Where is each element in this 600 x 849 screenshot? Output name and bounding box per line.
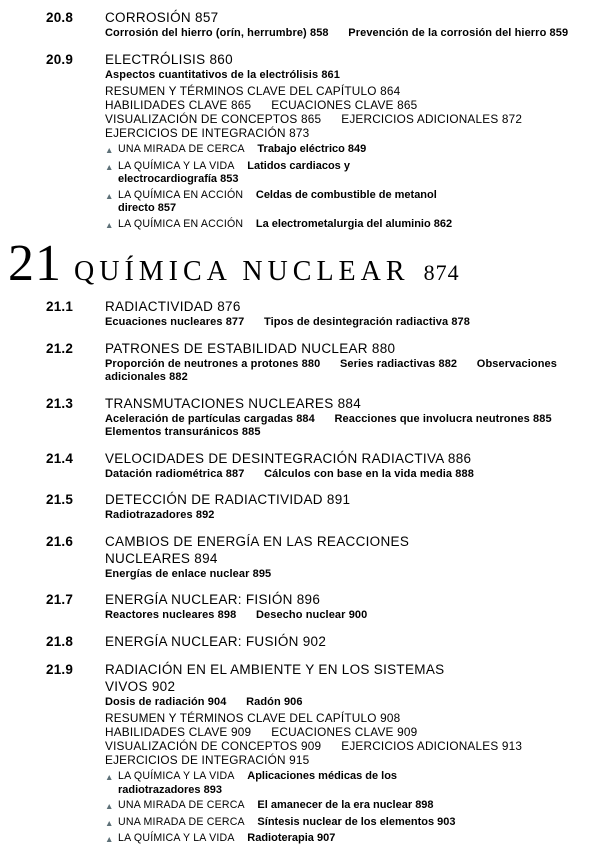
endmatter-page-number: 873 <box>289 126 310 140</box>
chapter-number: 21 <box>8 235 62 292</box>
subsection-title: Series radiactivas <box>339 357 436 370</box>
section-number: 20.8 <box>46 10 74 25</box>
feature-list <box>105 770 574 847</box>
feature-item <box>105 189 574 216</box>
subsection-page-number: 906 <box>283 695 303 708</box>
subsection-item <box>335 413 552 425</box>
feature-page-number: 903 <box>437 815 456 828</box>
subsection-title: Energías de enlace nuclear <box>105 567 250 580</box>
triangle-icon: ▲ <box>105 817 114 828</box>
feature-list <box>105 143 574 232</box>
section-body <box>105 533 574 582</box>
feature-page-number: 853 <box>220 173 239 185</box>
toc-section-entry <box>46 51 574 233</box>
feature-title: radiotrazadores <box>118 783 201 796</box>
chapter-title: QUÍMICA NUCLEAR <box>74 256 410 287</box>
feature-title: Síntesis nuclear de los elementos <box>257 815 435 828</box>
feature-title: Celdas de combustible de metanol <box>255 188 437 201</box>
section-body <box>105 340 574 385</box>
subsection-page-number: 900 <box>348 609 368 621</box>
section-body <box>105 51 574 233</box>
subsection-page-number: 884 <box>296 412 315 425</box>
endmatter-page-number: 908 <box>380 711 401 725</box>
subsection-item <box>246 696 303 708</box>
feature-item <box>105 160 574 187</box>
subsection-title: Reacciones que involucra neutrones <box>334 412 530 425</box>
section-title: PATRONES DE ESTABILIDAD NUCLEAR <box>105 340 368 356</box>
section-page-number: 857 <box>195 10 219 25</box>
endmatter-page-number: 865 <box>397 98 418 112</box>
toc-section-entry <box>46 633 574 651</box>
feature-page-number: 893 <box>203 783 222 796</box>
subsection-list <box>105 358 574 385</box>
subsection-title: Tipos de desintegración radiactiva <box>264 316 449 328</box>
section-title: VELOCIDADES DE DESINTEGRACIÓN RADIACTIVA <box>105 450 444 466</box>
triangle-icon: ▲ <box>105 219 114 230</box>
subsection-page-number: 880 <box>301 357 321 370</box>
section-page-number: 894 <box>194 550 218 566</box>
endmatter-item <box>271 725 417 739</box>
toc-section-entry <box>46 533 574 582</box>
section-number: 21.8 <box>46 633 74 649</box>
subsection-title: Desecho nuclear <box>255 609 346 621</box>
subsection-item <box>105 568 271 580</box>
subsection-page-number: 892 <box>195 509 215 521</box>
endmatter-title: VISUALIZACIÓN DE CONCEPTOS <box>105 112 298 126</box>
subsection-title: Corrosión del hierro (orín, herrumbre) <box>105 27 307 39</box>
endmatter-page-number: 909 <box>231 725 252 739</box>
endmatter-title: RESUMEN Y TÉRMINOS CLAVE DEL CAPÍTULO <box>105 711 377 725</box>
feature-item <box>105 832 574 847</box>
section-body <box>105 298 574 330</box>
subsection-page-number: 858 <box>309 27 329 39</box>
feature-text <box>118 770 397 797</box>
feature-label: UNA MIRADA DE CERCA <box>118 143 245 155</box>
subsection-page-number: 904 <box>207 695 227 708</box>
section-title: NUCLEARES <box>105 550 191 566</box>
subsection-item <box>105 609 236 621</box>
section-body <box>105 395 574 440</box>
endmatter-title: EJERCICIOS ADICIONALES <box>341 112 499 126</box>
subsection-title: Ecuaciones nucleares <box>105 316 223 328</box>
section-title: DETECCIÓN DE RADIACTIVIDAD <box>105 492 323 507</box>
section-title: CORROSIÓN <box>105 10 191 25</box>
section-title-line <box>105 450 574 467</box>
subsection-list <box>105 413 574 440</box>
feature-text <box>118 189 437 216</box>
feature-label: LA QUÍMICA Y LA VIDA <box>118 770 235 782</box>
subsection-item <box>256 609 367 621</box>
chapter-endmatter <box>105 711 574 767</box>
endmatter-title: ECUACIONES CLAVE <box>271 725 394 739</box>
endmatter-item <box>105 98 251 112</box>
section-page-number: 880 <box>371 340 396 356</box>
endmatter-title: VISUALIZACIÓN DE CONCEPTOS <box>105 739 298 753</box>
subsection-title: Proporción de neutrones a protones <box>105 357 299 370</box>
subsection-title: Aspectos cuantitativos de la electrólisis <box>105 68 319 81</box>
section-title: RADIACTIVIDAD <box>105 299 214 314</box>
triangle-icon: ▲ <box>105 834 114 844</box>
subsection-title: Radiotrazadores <box>105 509 193 521</box>
endmatter-title: HABILIDADES CLAVE <box>105 725 228 739</box>
subsection-page-number: 898 <box>217 609 237 621</box>
endmatter-page-number: 909 <box>300 739 322 753</box>
toc-section-entry <box>46 591 574 623</box>
toc-section-entry <box>46 298 574 330</box>
endmatter-item <box>341 739 522 753</box>
triangle-icon: ▲ <box>105 161 114 172</box>
subsection-item <box>264 316 470 328</box>
subsection-page-number: 882 <box>169 371 188 383</box>
section-page-number: 886 <box>447 450 472 466</box>
endmatter-page-number: 865 <box>231 98 252 112</box>
section-number: 21.9 <box>46 661 74 677</box>
subsection-title: Prevención de la corrosión del hierro <box>348 27 547 39</box>
subsection-page-number: 877 <box>225 316 245 328</box>
subsection-list <box>105 316 574 330</box>
feature-item <box>105 770 574 797</box>
feature-text <box>118 218 452 233</box>
feature-text <box>118 143 366 158</box>
section-page-number: 891 <box>326 492 351 507</box>
subsection-list <box>105 696 574 710</box>
subsection-title: Datación radiométrica <box>105 467 223 480</box>
feature-title: Aplicaciones médicas de los <box>247 770 398 782</box>
feature-item <box>105 143 574 158</box>
section-number: 21.5 <box>46 492 74 507</box>
toc-section-entry <box>46 340 574 385</box>
subsection-item <box>348 27 568 39</box>
subsection-page-number: 861 <box>321 68 340 81</box>
feature-text <box>118 816 456 831</box>
section-title: CAMBIOS DE ENERGÍA EN LAS REACCIONES <box>105 533 410 549</box>
feature-text <box>118 160 350 187</box>
subsection-page-number: 888 <box>455 467 474 480</box>
subsection-list <box>105 69 574 83</box>
subsection-item <box>105 426 261 438</box>
feature-title: electrocardiografía <box>118 173 218 185</box>
feature-title: Radioterapia <box>247 832 314 844</box>
endmatter-title: ECUACIONES CLAVE <box>271 98 394 112</box>
endmatter-item <box>105 711 400 725</box>
toc-section-entry <box>46 450 574 482</box>
toc-content <box>8 9 574 847</box>
section-title-line <box>105 661 574 695</box>
feature-item <box>105 218 574 233</box>
section-body <box>105 591 574 623</box>
section-title: ENERGÍA NUCLEAR: FISIÓN <box>105 592 293 607</box>
section-number: 20.9 <box>46 51 74 67</box>
subsection-item <box>105 413 315 425</box>
endmatter-item <box>105 112 321 126</box>
triangle-icon: ▲ <box>105 145 114 155</box>
endmatter-title: EJERCICIOS ADICIONALES <box>341 739 499 753</box>
endmatter-title: EJERCICIOS DE INTEGRACIÓN <box>105 126 286 140</box>
endmatter-item <box>271 98 417 112</box>
section-page-number: 876 <box>217 299 241 314</box>
feature-page-number: 907 <box>316 832 336 844</box>
subsection-title: Aceleración de partículas cargadas <box>105 412 294 425</box>
section-body <box>105 450 574 482</box>
section-title-line <box>105 9 574 26</box>
subsection-title: Radón <box>246 695 281 708</box>
section-title-line <box>105 591 574 608</box>
section-number: 21.6 <box>46 533 74 549</box>
subsection-page-number: 885 <box>241 426 261 438</box>
section-body <box>105 9 574 41</box>
subsection-title: Observaciones adicionales <box>105 357 557 383</box>
section-number: 21.3 <box>46 395 74 411</box>
feature-title: Latidos cardiacos y <box>247 159 350 172</box>
feature-title: Trabajo eléctrico <box>257 143 345 155</box>
subsection-item <box>105 316 244 328</box>
endmatter-title: EJERCICIOS DE INTEGRACIÓN <box>105 753 286 767</box>
section-number: 21.2 <box>46 340 74 356</box>
subsection-title: Cálculos con base en la vida media <box>264 467 453 480</box>
section-title: ELECTRÓLISIS <box>105 51 206 67</box>
feature-title: El amanecer de la era nuclear <box>257 799 413 811</box>
feature-item <box>105 816 574 831</box>
subsection-item <box>105 509 215 521</box>
subsection-list <box>105 468 574 482</box>
section-number: 21.7 <box>46 592 74 607</box>
triangle-icon: ▲ <box>105 772 114 782</box>
subsection-item <box>105 69 340 81</box>
section-page-number: 902 <box>151 678 176 694</box>
feature-page-number: 857 <box>157 202 177 214</box>
subsection-item <box>264 468 474 480</box>
chapter-heading <box>8 235 574 292</box>
feature-text <box>118 799 434 814</box>
section-body <box>105 491 574 523</box>
section-title-line <box>105 298 574 315</box>
subsection-page-number: 882 <box>438 357 458 370</box>
section-number: 21.1 <box>46 299 74 314</box>
endmatter-page-number: 864 <box>380 84 401 98</box>
subsection-list <box>105 609 574 623</box>
subsection-title: Dosis de radiación <box>105 695 205 708</box>
subsection-item <box>340 358 457 370</box>
section-page-number: 860 <box>209 51 233 67</box>
toc-section-entry <box>46 9 574 41</box>
feature-label: LA QUÍMICA Y LA VIDA <box>118 832 235 844</box>
section-title: RADIACIÓN EN EL AMBIENTE Y EN LOS SISTEMAS <box>105 661 445 677</box>
endmatter-item <box>105 753 309 767</box>
endmatter-item <box>105 739 321 753</box>
section-title-line <box>105 533 574 567</box>
feature-label: LA QUÍMICA EN ACCIÓN <box>118 188 244 201</box>
toc-section-entry <box>46 661 574 847</box>
subsection-title: Elementos transuránicos <box>105 426 239 438</box>
chapter-endmatter <box>105 84 574 140</box>
endmatter-item <box>341 112 522 126</box>
section-title: TRANSMUTACIONES NUCLEARES <box>105 395 334 411</box>
subsection-list <box>105 568 574 582</box>
section-page-number: 896 <box>296 592 321 607</box>
subsection-page-number: 885 <box>533 412 552 425</box>
toc-section-entry <box>46 395 574 440</box>
endmatter-page-number: 865 <box>300 112 322 126</box>
section-title-line <box>105 633 574 650</box>
section-title-line <box>105 340 574 357</box>
section-title: VIVOS <box>105 678 148 694</box>
toc-section-entry <box>46 491 574 523</box>
subsection-page-number: 878 <box>451 316 470 328</box>
endmatter-title: RESUMEN Y TÉRMINOS CLAVE DEL CAPÍTULO <box>105 84 377 98</box>
subsection-list <box>105 27 574 41</box>
section-body <box>105 661 574 847</box>
subsection-title: Reactores nucleares <box>105 609 215 621</box>
triangle-icon: ▲ <box>105 801 114 811</box>
endmatter-item <box>105 126 309 140</box>
feature-page-number: 898 <box>415 799 434 811</box>
subsection-page-number: 887 <box>225 467 245 480</box>
subsection-list <box>105 509 574 523</box>
endmatter-title: HABILIDADES CLAVE <box>105 98 228 112</box>
subsection-item <box>105 696 226 708</box>
feature-title: directo <box>118 202 155 214</box>
feature-label: LA QUÍMICA Y LA VIDA <box>118 159 235 172</box>
endmatter-item <box>105 84 400 98</box>
section-number: 21.4 <box>46 450 74 466</box>
feature-page-number: 862 <box>433 217 453 230</box>
endmatter-page-number: 909 <box>397 725 418 739</box>
section-title: ENERGÍA NUCLEAR: FUSIÓN <box>105 633 299 649</box>
endmatter-page-number: 913 <box>501 739 523 753</box>
feature-text <box>118 832 335 847</box>
subsection-item <box>105 468 244 480</box>
section-page-number: 884 <box>337 395 362 411</box>
subsection-item <box>105 27 329 39</box>
section-title-line <box>105 491 574 508</box>
section-title-line <box>105 51 574 68</box>
section-page-number: 902 <box>302 633 327 649</box>
subsection-page-number: 859 <box>549 27 569 39</box>
feature-label: UNA MIRADA DE CERCA <box>118 815 245 828</box>
feature-page-number: 849 <box>347 143 367 155</box>
endmatter-page-number: 915 <box>289 753 310 767</box>
chapter-page-number: 874 <box>423 260 460 285</box>
feature-title: La electrometalurgia del aluminio <box>255 217 431 230</box>
section-title-line <box>105 395 574 412</box>
section-body <box>105 633 574 651</box>
feature-label: UNA MIRADA DE CERCA <box>118 799 245 811</box>
endmatter-item <box>105 725 251 739</box>
subsection-page-number: 895 <box>252 567 272 580</box>
feature-item <box>105 799 574 814</box>
endmatter-page-number: 872 <box>501 112 523 126</box>
subsection-item <box>105 358 320 370</box>
triangle-icon: ▲ <box>105 190 114 201</box>
feature-label: LA QUÍMICA EN ACCIÓN <box>118 217 244 230</box>
